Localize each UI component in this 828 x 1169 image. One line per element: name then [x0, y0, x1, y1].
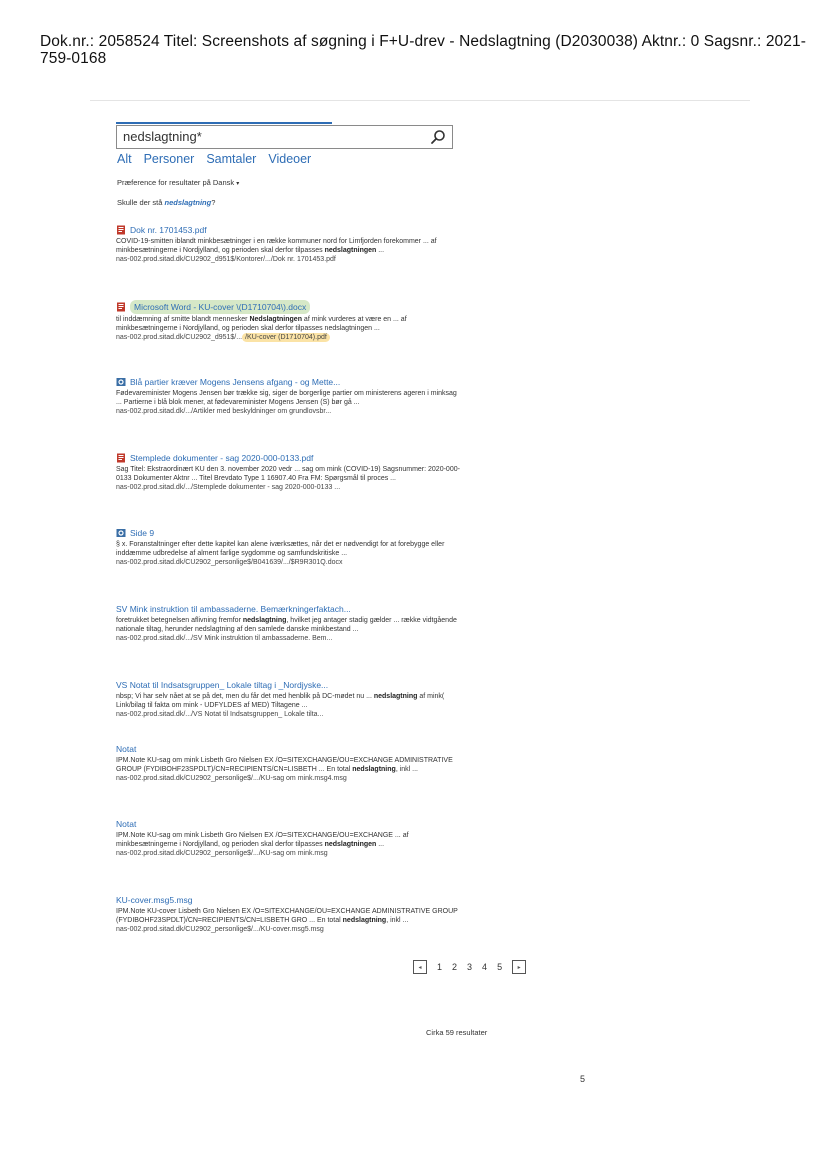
pdf-file-icon [116, 225, 126, 235]
pdf-file-icon [116, 302, 126, 312]
search-box[interactable] [116, 125, 453, 149]
document-header: Dok.nr.: 2058524 Titel: Screenshots af søgning i F+U-drev - Nedslagtning (D2030038) Aktnr.: 0 Sagsnr.: 2021-759-0168 [40, 33, 806, 67]
result-snippet: IPM.Note KU-cover Lisbeth Gro Nielsen EX /O=SITEXCHANGE/OU=EXCHANGE ADMINISTRATIVE GROUP (FYDIBOHF23SPDLT)/CN=RECIPIENTS/CN=LISBETH GRO ... En total nedslagtning, inkl ... [116, 908, 458, 925]
pdf-file-icon [116, 453, 126, 463]
result-url: nas-002.prod.sitad.dk/.../Stemplede dokumenter - sag 2020-000-0133 ... [116, 484, 341, 492]
pagination [413, 960, 526, 974]
result-snippet: foretrukket betegnelsen aflivning fremfor nedslagtning, hvilket jeg antager stadig gælder ... række vidtgående nationale tiltag, herunder nedslagtning af den samlede danske minkbestand ... [116, 617, 457, 634]
result-url: nas-002.prod.sitad.dk/CU2902_personlige$/.../KU-sag om mink.msg [116, 850, 328, 858]
result-url: nas-002.prod.sitad.dk/.../SV Mink instruktion til ambassaderne. Bem... [116, 635, 333, 643]
tab-alt[interactable]: Alt [117, 152, 132, 166]
result-title-link[interactable]: Microsoft Word - KU-cover \(D1710704\).docx [130, 300, 310, 314]
result-item [116, 818, 461, 859]
result-title-link[interactable]: Stemplede dokumenter - sag 2020-000-0133.pdf [130, 453, 314, 463]
result-snippet: COVID-19-smitten iblandt minkbesætninger i en række kommuner nord for Limfjorden forekommer ... af minkbesætningerne i Nordjylland, og perioden skal derfor tilpasses nedslagtningen ... [116, 238, 437, 255]
result-item [116, 300, 461, 343]
spelling-prefix: Skulle der stå [117, 198, 163, 207]
spelling-suggestion [117, 198, 215, 207]
result-url: nas-002.prod.sitad.dk/CU2902_personlige$/.../KU-cover.msg5.msg [116, 926, 324, 934]
search-icon[interactable] [430, 129, 446, 145]
result-url: nas-002.prod.sitad.dk/CU2902_d951$/... /KU-cover (D1710704).pdf [116, 333, 461, 342]
result-snippet: IPM.Note KU-sag om mink Lisbeth Gro Nielsen EX /O=SITEXCHANGE/OU=EXCHANGE ... af minkbesætningerne i Nordjylland, og perioden skal derfor tilpasses nedslagtningen ... [116, 832, 409, 849]
spelling-suggestion-link[interactable]: nedslagtning [164, 198, 212, 207]
result-item [116, 894, 461, 935]
result-title-link[interactable]: Notat [116, 744, 137, 754]
web-page-icon [116, 377, 126, 387]
result-item [116, 224, 461, 265]
page-number: 5 [580, 1074, 586, 1084]
result-title-link[interactable]: Side 9 [130, 528, 155, 538]
result-snippet: IPM.Note KU-sag om mink Lisbeth Gro Nielsen EX /O=SITEXCHANGE/OU=EXCHANGE ADMINISTRATIVE GROUP (FYDIBOHF23SPDLT)/CN=RECIPIENTS/CN=LISBETH ... En total nedslagtning, inkl ... [116, 757, 453, 774]
page-link-3[interactable]: 3 [467, 962, 473, 972]
result-title-link[interactable]: Dok nr. 1701453.pdf [130, 225, 207, 235]
tab-videoer[interactable]: Videoer [268, 152, 312, 166]
prev-page-button[interactable]: ◂ [413, 960, 427, 974]
result-snippet: Fødevareminister Mogens Jensen bør trække sig, siger de borgerlige partier om ministerens ageren i minksag ... Partierne i blå blok mener, at fødevareminister Mogens Jensen (S) bør gå ... [116, 390, 457, 407]
scope-tabs [117, 152, 311, 166]
result-url: nas-002.prod.sitad.dk/CU2902_personlige$/.../KU-sag om mink.msg4.msg [116, 775, 347, 783]
header-divider [90, 100, 750, 101]
result-title-link[interactable]: Notat [116, 819, 137, 829]
page-link-1[interactable]: 1 [437, 962, 443, 972]
result-snippet: nbsp; Vi har selv nået at se på det, men du får det med henblik på DC-mødet nu ... nedslagtning af mink( Link/bilag til fakta om mink - UDFYLDES af MED) Tiltagene ... [116, 693, 445, 710]
result-item [116, 679, 461, 720]
result-item [116, 603, 461, 644]
web-page-icon [116, 528, 126, 538]
accent-line [116, 122, 332, 124]
result-url: nas-002.prod.sitad.dk/CU2902_d951$/Kontorer/.../Dok nr. 1701453.pdf [116, 256, 336, 264]
tab-personer[interactable]: Personer [143, 152, 195, 166]
url-highlight: /KU-cover (D1710704).pdf [242, 333, 330, 342]
language-preference-label: Præference for resultater på Dansk [117, 178, 235, 187]
page-link-4[interactable]: 4 [482, 962, 488, 972]
result-snippet: til inddæmning af smitte blandt mennesker Nedslagtningen af mink vurderes at være en ... af minkbesætningerne i Nordjylland, og perioden skal derfor tilpasses nedslagtningen ... [116, 316, 407, 333]
result-title-link[interactable]: KU-cover.msg5.msg [116, 895, 193, 905]
result-title-link[interactable]: Blå partier kræver Mogens Jensens afgang - og Mette... [130, 377, 341, 387]
next-page-button[interactable]: ▸ [512, 960, 526, 974]
result-title-link[interactable]: SV Mink instruktion til ambassaderne. Bemærkningerfaktach... [116, 604, 351, 614]
language-preference[interactable] [117, 178, 239, 187]
spelling-suffix: ? [211, 198, 216, 207]
result-title-link[interactable]: VS Notat til Indsatsgruppen_ Lokale tiltag i _Nordjyske... [116, 680, 329, 690]
result-snippet: § x. Foranstaltninger efter dette kapitel kan alene iværksættes, når det er nødvendigt for at forebygge eller inddæmme udbredelse af alment farlige sygdomme og samfundskritiske ... [116, 541, 445, 558]
result-item [116, 376, 461, 417]
page-link-2[interactable]: 2 [452, 962, 458, 972]
result-item [116, 743, 461, 784]
result-url: nas-002.prod.sitad.dk/CU2902_personlige$/B041639/.../$R9R301Q.docx [116, 559, 343, 567]
search-input[interactable] [123, 129, 423, 144]
page-link-5[interactable]: 5 [497, 962, 503, 972]
result-item [116, 527, 461, 568]
result-item [116, 452, 461, 493]
result-url: nas-002.prod.sitad.dk/.../Artikler med beskyldninger om grundlovsbr... [116, 408, 332, 416]
tab-samtaler[interactable]: Samtaler [206, 152, 257, 166]
result-snippet: Sag Titel: Ekstraordinært KU den 3. november 2020 vedr ... sag om mink (COVID-19) Sagsnummer: 2020-000-0133 Dokumenter Aktnr ... Titel Brevdato Type 1 16907.40 Fra FM: Spørgsmål til proces ... [116, 466, 460, 483]
chevron-down-icon: ▾ [236, 181, 240, 187]
result-count: Cirka 59 resultater [426, 1028, 488, 1037]
result-url: nas-002.prod.sitad.dk/.../VS Notat til Indsatsgruppen_ Lokale tilta... [116, 711, 324, 719]
